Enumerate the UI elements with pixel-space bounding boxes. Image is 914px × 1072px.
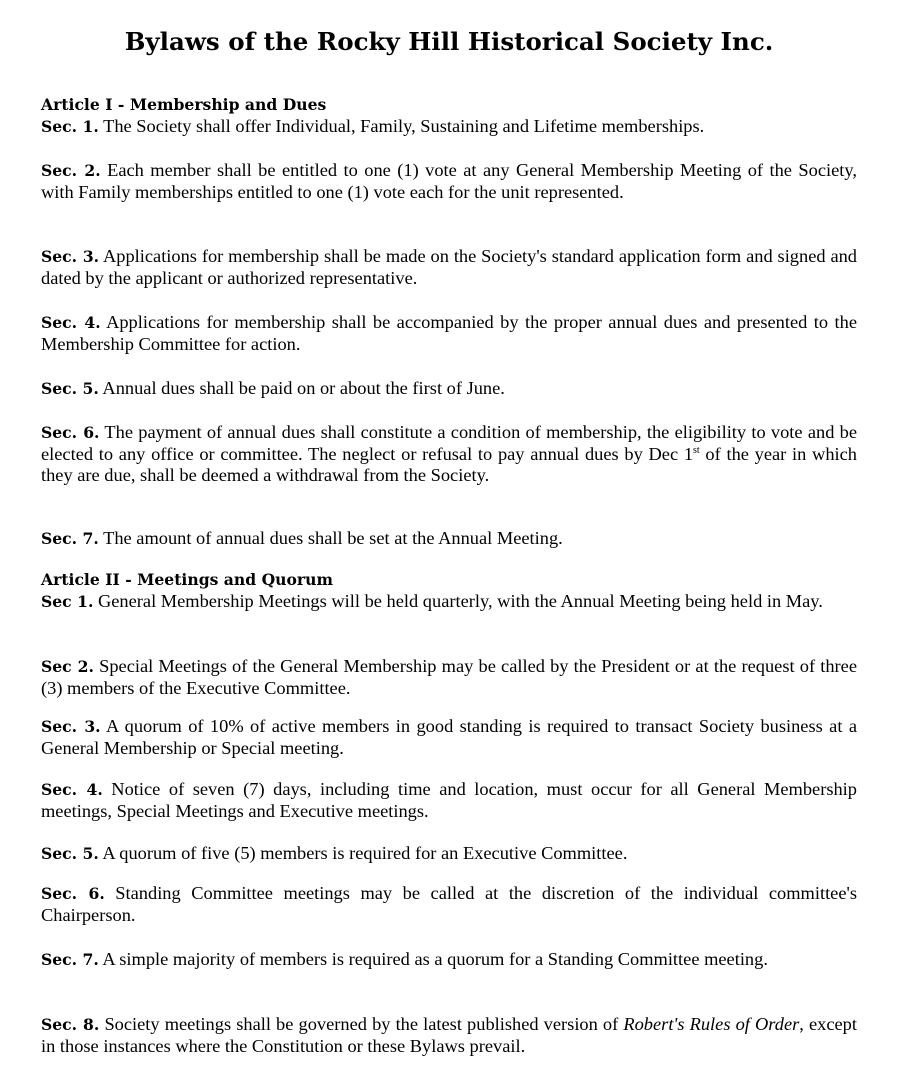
article-1-section-6	[41, 422, 857, 487]
section-label: Sec. 5.	[41, 844, 99, 863]
section-text: A quorum of 10% of active members in good standing is required to transact Society business at a General Membership or Special meeting.	[41, 716, 857, 758]
article-1-section-7	[41, 528, 857, 550]
section-label: Sec. 8.	[41, 1015, 100, 1034]
article-2-section-5	[41, 843, 857, 865]
section-text: Standing Committee meetings may be called at the discretion of the individual committee's Chairperson.	[41, 883, 857, 925]
article-2-section-6	[41, 883, 857, 926]
section-text-continued: , except in those instances where the Constitution or these Bylaws prevail.	[41, 1014, 857, 1056]
section-label: Sec. 5.	[41, 379, 99, 398]
article-2-heading: Article II - Meetings and Quorum	[41, 570, 333, 589]
section-label: Sec. 3.	[41, 717, 101, 736]
section-text: General Membership Meetings will be held quarterly, with the Annual Meeting being held in May.	[93, 591, 823, 611]
section-text: A simple majority of members is required as a quorum for a Standing Committee meeting.	[98, 949, 768, 969]
article-1-section-3	[41, 246, 857, 289]
article-2-section-8	[41, 1014, 857, 1057]
section-text: Special Meetings of the General Membership may be called by the President or at the request of three (3) members of the Executive Committee.	[41, 656, 857, 698]
section-label: Sec. 1.	[41, 117, 99, 136]
article-2-section-4	[41, 779, 857, 822]
article-1-heading: Article I - Membership and Dues	[41, 95, 327, 114]
section-text: Annual dues shall be paid on or about the first of June.	[98, 378, 505, 398]
article-2-section-2	[41, 656, 857, 699]
article-2-section-3	[41, 716, 857, 759]
article-1-section-2	[41, 160, 857, 203]
section-label: Sec. 4.	[41, 780, 103, 799]
citation-title: Robert's Rules of Order	[623, 1014, 800, 1034]
article-2-section-1	[41, 591, 857, 613]
section-label: Sec. 6.	[41, 884, 105, 903]
section-text: The amount of annual dues shall be set at the Annual Meeting.	[98, 528, 563, 548]
section-text: A quorum of five (5) members is required for an Executive Committee.	[98, 843, 628, 863]
section-label: Sec 1.	[41, 592, 94, 611]
section-text-continued: of the year in which they are due, shall be deemed a withdrawal from the Society.	[41, 443, 857, 486]
section-text: Applications for membership shall be accompanied by the proper annual dues and presented to the Membership Committee for action.	[41, 312, 857, 354]
section-text: Each member shall be entitled to one (1) vote at any General Membership Meeting of the Society, with Family memberships entitled to one (1) vote each for the unit represented.	[41, 160, 857, 202]
article-1-section-4	[41, 312, 857, 355]
section-text: Society meetings shall be governed by the latest published version of	[99, 1014, 624, 1034]
section-label: Sec. 2.	[41, 161, 101, 180]
section-label: Sec. 6.	[41, 423, 100, 442]
section-text: The Society shall offer Individual, Family, Sustaining and Lifetime memberships.	[98, 116, 705, 136]
section-label: Sec. 7.	[41, 529, 99, 548]
section-label: Sec. 7.	[41, 950, 99, 969]
article-2-section-7	[41, 949, 857, 971]
section-label: Sec. 3.	[41, 247, 100, 266]
article-1-section-5	[41, 378, 857, 400]
document-title: Bylaws of the Rocky Hill Historical Society Inc.	[124, 27, 774, 56]
ordinal-suffix: st	[693, 444, 700, 456]
section-text: The payment of annual dues shall constitute a condition of membership, the eligibility to vote and be elected to any office or committee. The neglect or refusal to pay annual dues by Dec 1	[41, 422, 857, 464]
section-label: Sec 2.	[41, 657, 94, 676]
section-text: Notice of seven (7) days, including time and location, must occur for all General Membership meetings, Special Meetings and Executive meetings.	[41, 779, 857, 821]
section-label: Sec. 4.	[41, 313, 101, 332]
article-1-section-1	[41, 116, 857, 138]
section-text: Applications for membership shall be made on the Society's standard application form and signed and dated by the applicant or authorized representative.	[41, 246, 857, 288]
